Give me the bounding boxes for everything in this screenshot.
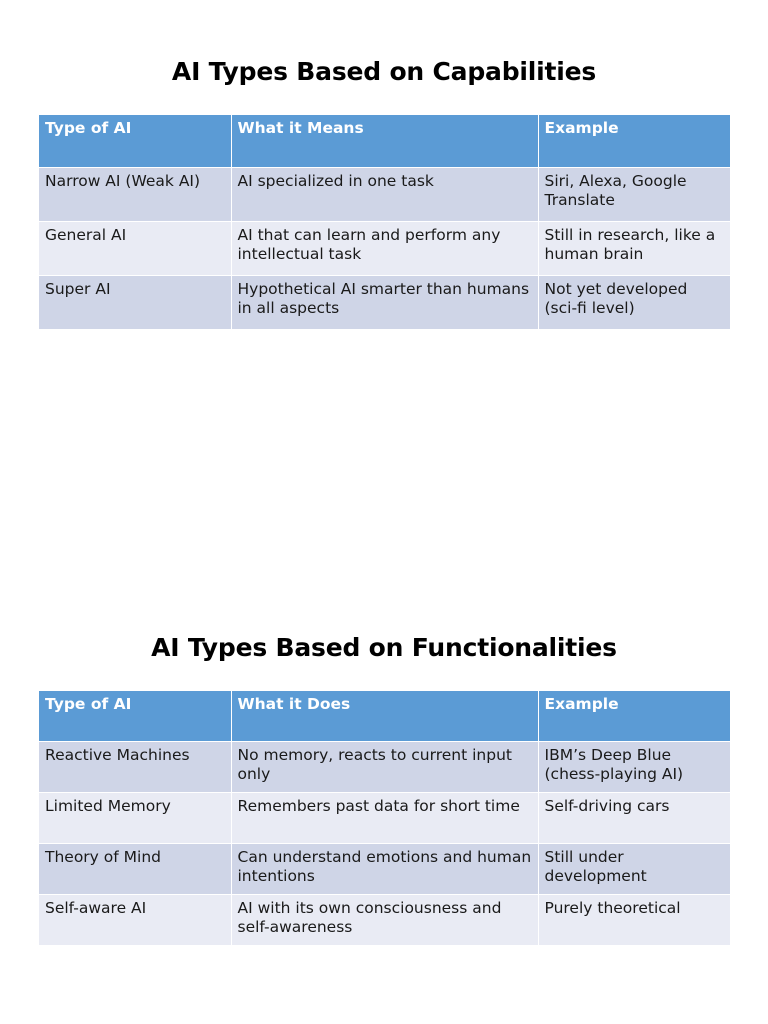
table-cell: Limited Memory [39,793,231,844]
capabilities-title: AI Types Based on Capabilities [171,57,597,86]
table-row [39,895,730,946]
table-cell: Reactive Machines [39,742,231,793]
table-cell: No memory, reacts to current input only [231,742,538,793]
column-header-example: Example [538,115,730,168]
column-header-does: What it Does [231,691,538,742]
table-cell: Remembers past data for short time [231,793,538,844]
table-cell: Can understand emotions and human intentions [231,844,538,895]
table-header-row [39,691,730,742]
table-cell: Still under development [538,844,730,895]
functionalities-table [39,691,730,946]
table-cell: IBM’s Deep Blue (chess-playing AI) [538,742,730,793]
column-header-type: Type of AI [39,691,231,742]
table-row [39,276,730,330]
table-cell: Super AI [39,276,231,330]
column-header-example: Example [538,691,730,742]
table-cell: Still in research, like a human brain [538,222,730,276]
table-cell: Self-aware AI [39,895,231,946]
table-cell: Hypothetical AI smarter than humans in all aspects [231,276,538,330]
table-row [39,793,730,844]
column-header-type: Type of AI [39,115,231,168]
table-row [39,222,730,276]
table-cell: Not yet developed (sci-fi level) [538,276,730,330]
capabilities-table [39,115,730,330]
column-header-meaning: What it Means [231,115,538,168]
table-cell: Siri, Alexa, Google Translate [538,168,730,222]
table-cell: AI with its own consciousness and self-awareness [231,895,538,946]
table-cell: AI that can learn and perform any intellectual task [231,222,538,276]
table-cell: Narrow AI (Weak AI) [39,168,231,222]
table-cell: Self-driving cars [538,793,730,844]
table-row [39,168,730,222]
table-row [39,742,730,793]
functionalities-title: AI Types Based on Functionalities [151,633,617,662]
table-cell: AI specialized in one task [231,168,538,222]
table-header-row [39,115,730,168]
table-row [39,844,730,895]
table-cell: General AI [39,222,231,276]
table-cell: Purely theoretical [538,895,730,946]
table-cell: Theory of Mind [39,844,231,895]
